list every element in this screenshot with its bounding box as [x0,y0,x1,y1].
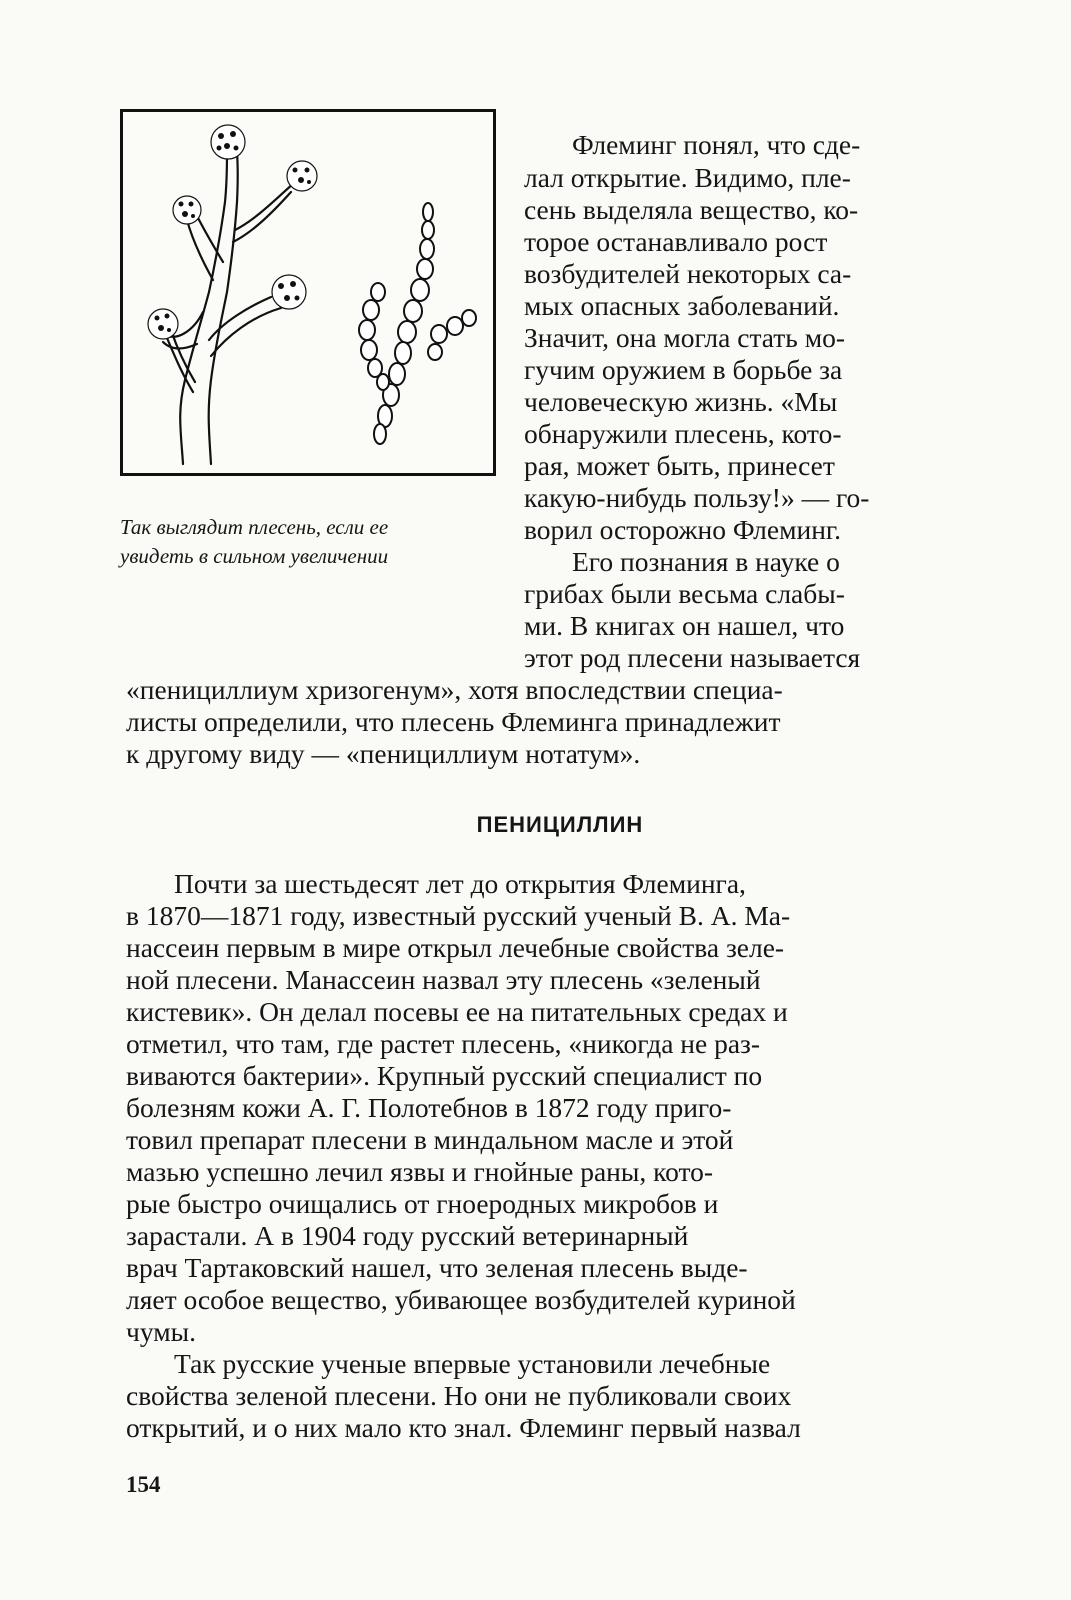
text-line: врач Тартаковский нашел, что зеленая плесень выде- [126,1252,748,1283]
text-line: какую-нибудь пользу!» — го- [524,482,870,513]
text-line: отметил, что там, где растет плесень, «никогда не раз- [126,1028,761,1059]
penicillium-drawing [123,112,493,473]
page-number: 154 [126,1472,161,1497]
text-line: обнаружили плесень, кото- [524,418,842,449]
text-line: виваются бактерии». Крупный русский специалист по [126,1060,763,1091]
text-line: кистевик». Он делал посевы ее на питательных средах и [126,996,788,1027]
caption-line: увидеть в сильном увеличении [120,544,389,568]
figure-caption [120,513,500,571]
text-line: мазью успешно лечил язвы и гнойные раны, кото- [126,1156,714,1187]
text-line: к другому виду — «пенициллиум нотатум». [126,738,641,769]
text-line: Флеминг понял, что сде- [572,129,861,160]
text-line: свойства зеленой плесени. Но они не публиковали своих [126,1380,792,1411]
stalk-line [209,152,238,464]
text-line: сень выделяла вещество, ко- [524,194,859,225]
text-line: Его познания в науке о [572,546,840,577]
text-line: чумы. [126,1316,196,1347]
text-line: «пенициллиум хризогенум», хотя впоследствии специа- [126,674,783,705]
text-line: гучим оружием в борьбе за [524,354,843,385]
text-line: товил препарат плесени в миндальном масле и этой [126,1124,734,1155]
text-line: листы определили, что плесень Флеминга принадлежит [126,706,781,737]
caption-line: Так выглядит плесень, если ее [120,515,389,539]
branch-line [187,220,213,280]
text-line: этот род плесени называется [524,642,861,673]
text-line: лал открытие. Видимо, пле- [524,162,851,193]
text-line: возбудителей некоторых са- [524,258,852,289]
text-line: ной плесени. Манассеин назвал эту плесень «зеленый [126,964,761,995]
text-line: торое останавливало рост [524,226,828,257]
text-line: открытий, и о них мало кто знал. Флеминг первый назвал [126,1412,801,1443]
section-title: ПЕНИЦИЛЛИН [476,812,644,837]
text-line: болезням кожи А. Г. Полотебнов в 1872 году приго- [126,1092,732,1123]
text-line: зарастали. А в 1904 году русский ветеринарный [126,1220,689,1251]
text-line: человеческую жизнь. «Мы [524,386,838,417]
text-line: ми. В книгах он нашел, что [524,610,845,641]
text-line: Так русские ученые впервые установили лечебные [174,1348,771,1379]
text-line: в 1870—1871 году, известный русский ученый В. А. Ма- [126,900,791,931]
mold-illustration [120,109,496,476]
text-line: рые быстро очищались от гноеродных микробов и [126,1188,719,1219]
text-line: грибах были весьма слабы- [524,578,845,609]
text-line: ляет особое вещество, убивающее возбудителей куриной [126,1284,796,1315]
text-line: Значит, она могла стать мо- [524,322,846,353]
text-line: рая, может быть, принесет [524,450,835,481]
text-line: мых опасных заболеваний. [524,290,840,321]
text-line: Почти за шестьдесят лет до открытия Флеминга, [174,868,746,899]
text-line: нассеин первым в мире открыл лечебные свойства зеле- [126,932,785,963]
text-line: ворил осторожно Флеминг. [524,514,841,545]
